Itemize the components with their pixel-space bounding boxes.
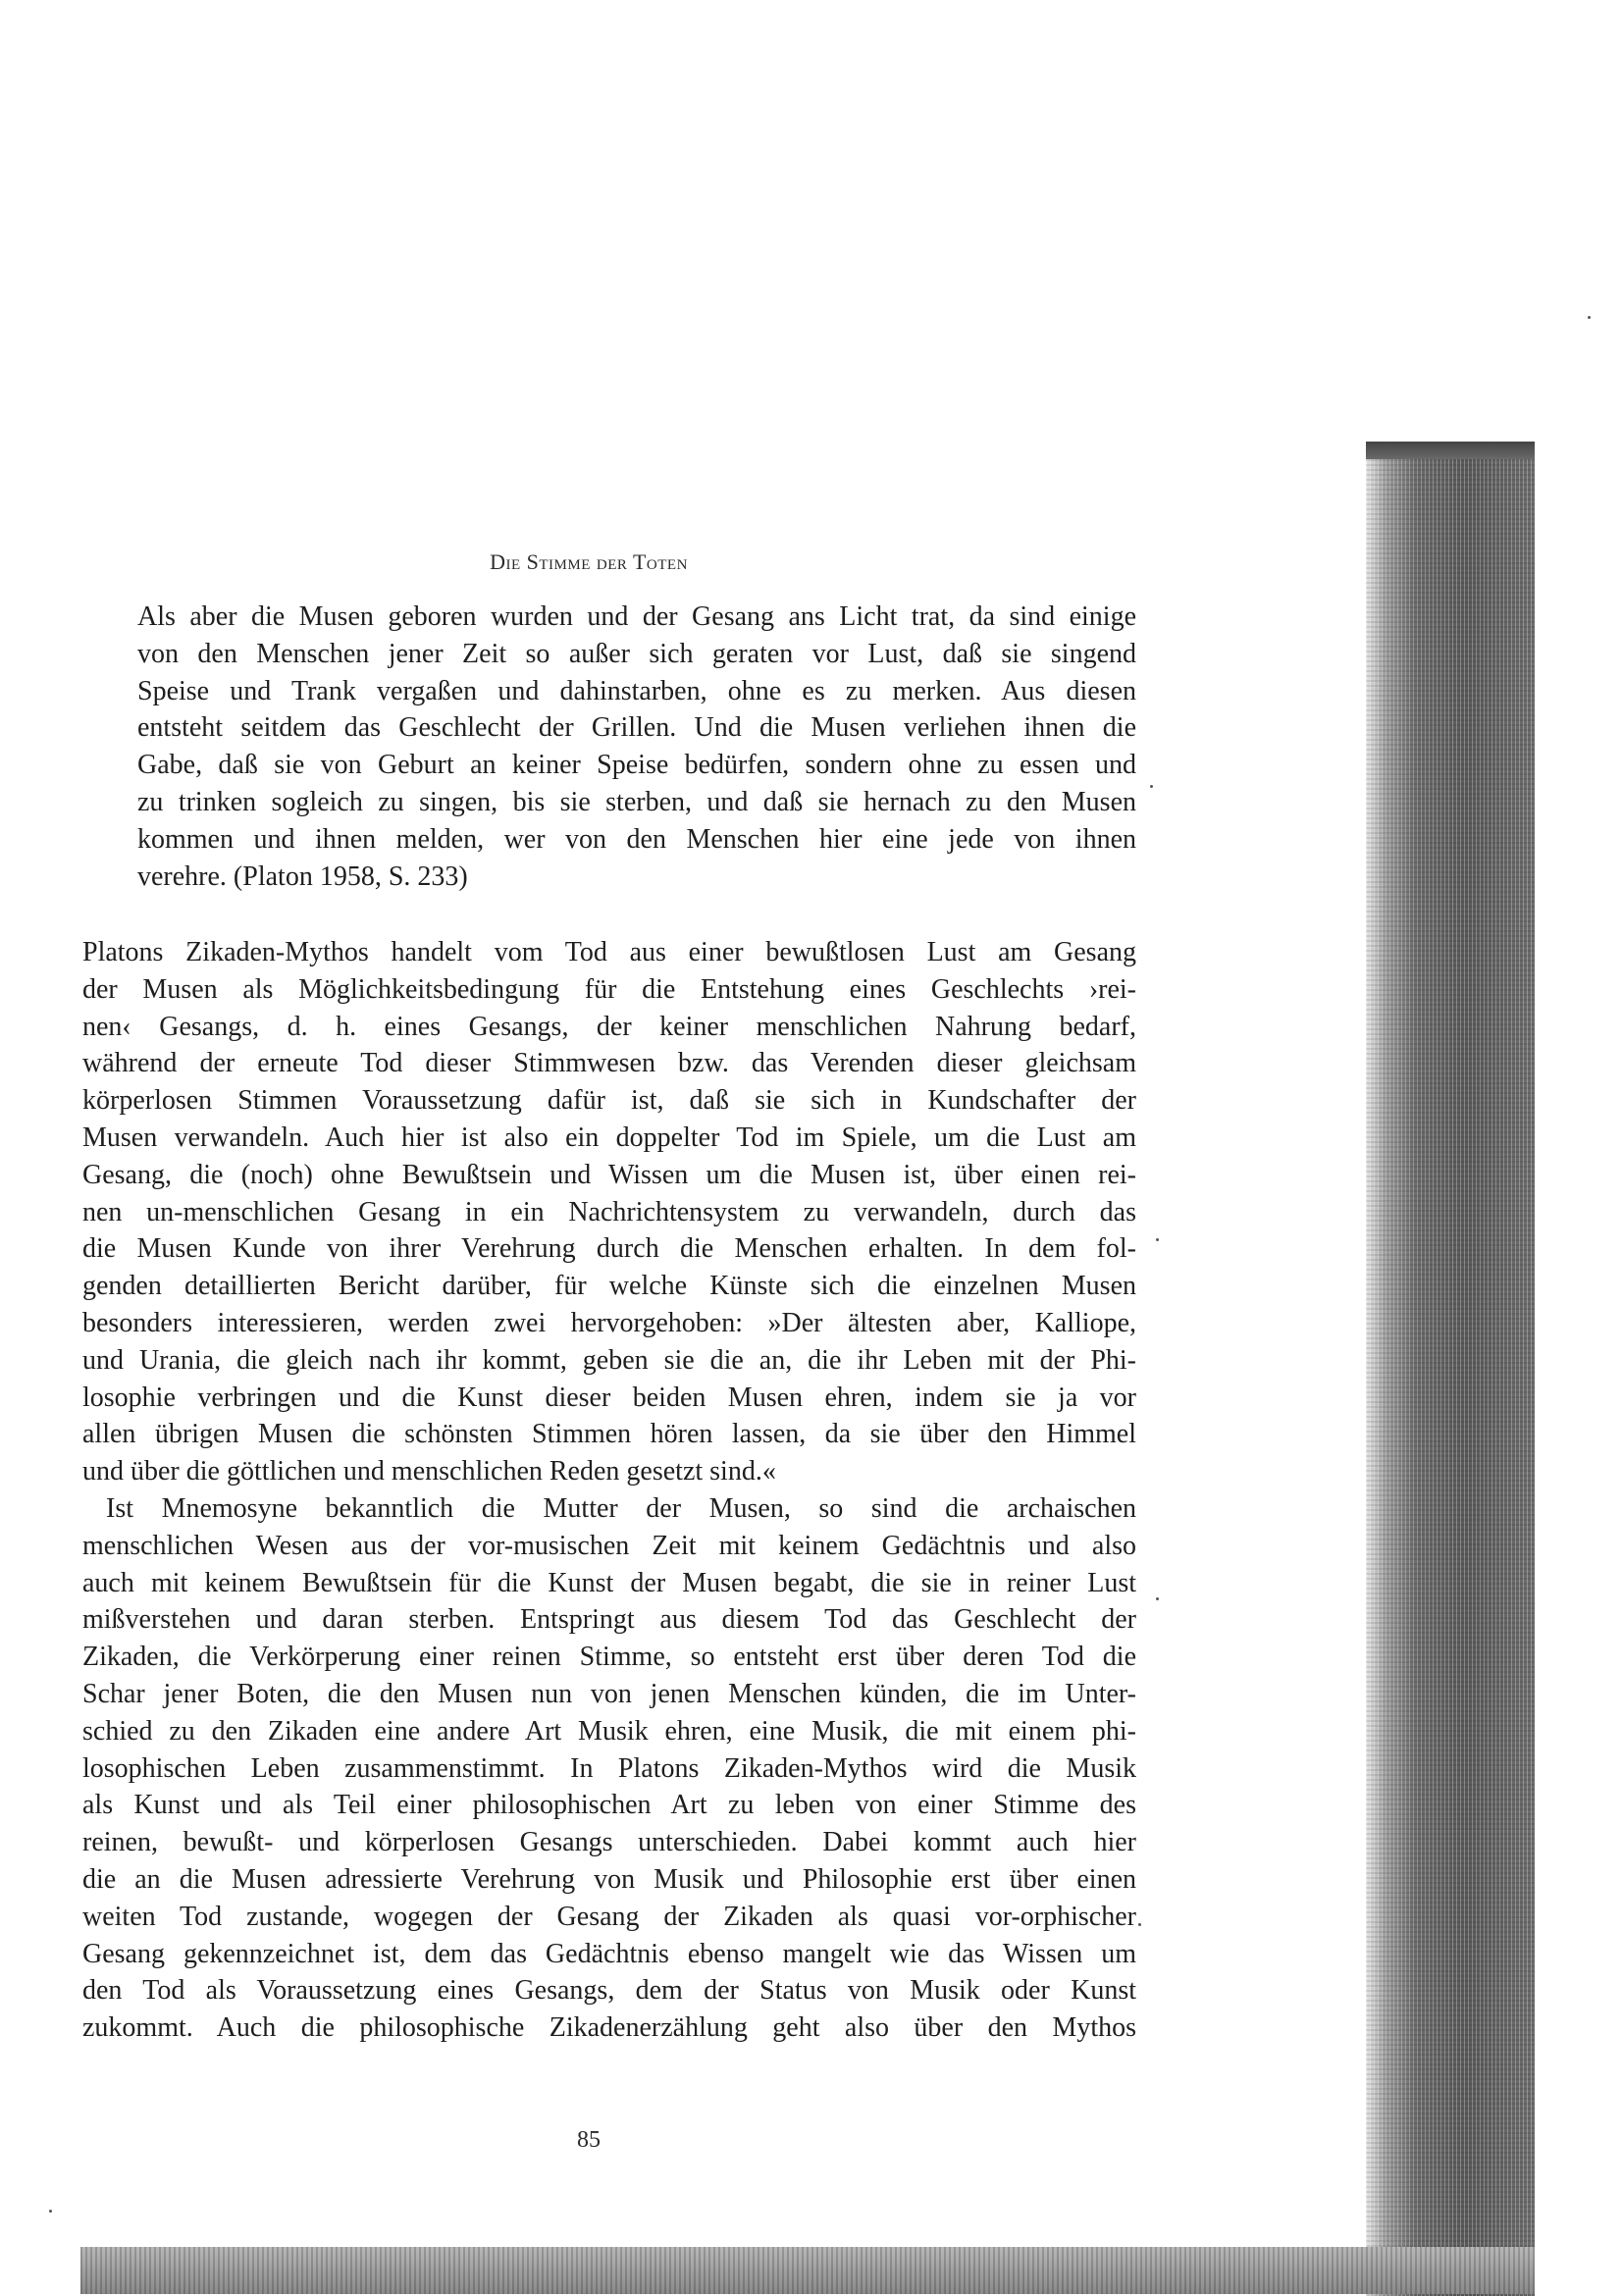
quote-line: Als aber die Musen geboren wurden und der Gesang ans Licht trat, da sind einige xyxy=(137,601,1136,632)
text-line: und über die göttlichen und menschlichen Reden gesetzt sind.« xyxy=(82,1456,776,1487)
quote-line: kommen und ihnen melden, wer von den Menschen hier eine jede von ihnen xyxy=(137,823,1136,855)
scan-speck xyxy=(1588,316,1591,319)
text-line: Platons Zikaden-Mythos handelt vom Tod aus einer bewußtlosen Lust am Gesang xyxy=(82,937,1136,967)
quote-line: Speise und Trank vergaßen und dahinstarben, ohne es zu merken. Aus diesen xyxy=(137,675,1136,706)
text-line: und Urania, die gleich nach ihr kommt, geben sie die an, die ihr Leben mit der Phi- xyxy=(82,1344,1136,1376)
text-line: allen übrigen Musen die schönsten Stimmen hören lassen, da sie über den Himmel xyxy=(82,1419,1136,1450)
scan-speck xyxy=(1156,1238,1159,1241)
scan-speck xyxy=(1156,1597,1159,1600)
text-line: Gesang gekennzeichnet ist, dem das Gedächtnis ebenso mangelt wie das Wissen um xyxy=(82,1938,1136,1969)
text-line: mißverstehen und daran sterben. Entspringt aus diesem Tod das Geschlecht der xyxy=(82,1604,1136,1636)
text-line: Musen verwandeln. Auch hier ist also ein doppelter Tod im Spiele, um die Lust am xyxy=(82,1122,1136,1153)
text-line: Schar jener Boten, die den Musen nun von jenen Menschen künden, die im Unter- xyxy=(82,1678,1136,1709)
text-line: als Kunst und als Teil einer philosophischen Art zu leben von einer Stimme des xyxy=(82,1790,1136,1821)
paragraph-1 xyxy=(82,934,1136,1490)
quote-line: von den Menschen jener Zeit so außer sich geraten vor Lust, daß sie singend xyxy=(137,638,1136,669)
text-line: menschlichen Wesen aus der vor-musischen Zeit mit keinem Gedächtnis und also xyxy=(82,1530,1136,1561)
text-line: losophischen Leben zusammenstimmt. In Platons Zikaden-Mythos wird die Musik xyxy=(82,1752,1136,1784)
text-line: reinen, bewußt- und körperlosen Gesangs unterschieden. Dabei kommt auch hier xyxy=(82,1827,1136,1858)
text-line: nen‹ Gesangs, d. h. eines Gesangs, der keiner menschlichen Nahrung bedarf, xyxy=(82,1011,1136,1042)
quote-line: verehre. (Platon 1958, S. 233) xyxy=(137,861,468,892)
quote-line: entsteht seitdem das Geschlecht der Grillen. Und die Musen verliehen ihnen die xyxy=(137,712,1136,744)
scanned-fore-edge xyxy=(1366,442,1535,2296)
body-text xyxy=(82,934,1136,2047)
scanned-fore-edge-top xyxy=(1366,442,1535,459)
text-line: genden detaillierten Bericht darüber, für welche Künste sich die einzelnen Musen xyxy=(82,1271,1136,1302)
scan-speck xyxy=(1150,785,1153,788)
text-line: der Musen als Möglichkeitsbedingung für die Entstehung eines Geschlechts ›rei- xyxy=(82,973,1136,1005)
scan-speck xyxy=(49,2210,52,2213)
running-head: Die Stimme der Toten xyxy=(490,549,688,574)
scan-speck xyxy=(1138,1923,1141,1926)
text-line: körperlosen Stimmen Voraussetzung dafür ist, daß sie sich in Kundschafter der xyxy=(82,1085,1136,1117)
block-quote xyxy=(137,599,1136,895)
text-line: Zikaden, die Verkörperung einer reinen Stimme, so entsteht erst über deren Tod die xyxy=(82,1642,1136,1673)
text-line: weiten Tod zustande, wogegen der Gesang der Zikaden als quasi vor-orphischer xyxy=(82,1901,1136,1932)
text-line: zukommt. Auch die philosophische Zikadenerzählung geht also über den Mythos xyxy=(82,2012,1136,2044)
paragraph-2 xyxy=(82,1490,1136,2047)
text-line: auch mit keinem Bewußtsein für die Kunst der Musen begabt, die sie in reiner Lust xyxy=(82,1567,1136,1598)
text-line: die an die Musen adressierte Verehrung von Musik und Philosophie erst über einen xyxy=(82,1863,1136,1895)
text-line: nen un-menschlichen Gesang in ein Nachrichtensystem zu verwandeln, durch das xyxy=(82,1196,1136,1227)
quote-line: Gabe, daß sie von Geburt an keiner Speise bedürfen, sondern ohne zu essen und xyxy=(137,750,1136,781)
text-line: die Musen Kunde von ihrer Verehrung durch die Menschen erhalten. In dem fol- xyxy=(82,1233,1136,1265)
text-line: den Tod als Voraussetzung eines Gesangs, dem der Status von Musik oder Kunst xyxy=(82,1975,1136,2007)
text-line: Ist Mnemosyne bekanntlich die Mutter der Musen, so sind die archaischen xyxy=(106,1492,1136,1524)
page-number: 85 xyxy=(577,2127,601,2153)
quote-line: zu trinken sogleich zu singen, bis sie sterben, und daß sie hernach zu den Musen xyxy=(137,786,1136,817)
text-line: besonders interessieren, werden zwei hervorgehoben: »Der ältesten aber, Kalliope, xyxy=(82,1307,1136,1338)
scanned-bottom-edge xyxy=(80,2247,1535,2294)
text-line: losophie verbringen und die Kunst dieser beiden Musen ehren, indem sie ja vor xyxy=(82,1382,1136,1413)
text-line: Gesang, die (noch) ohne Bewußtsein und Wissen um die Musen ist, über einen rei- xyxy=(82,1159,1136,1190)
text-line: schied zu den Zikaden eine andere Art Musik ehren, eine Musik, die mit einem phi- xyxy=(82,1715,1136,1747)
text-line: während der erneute Tod dieser Stimmwesen bzw. das Verenden dieser gleichsam xyxy=(82,1048,1136,1079)
